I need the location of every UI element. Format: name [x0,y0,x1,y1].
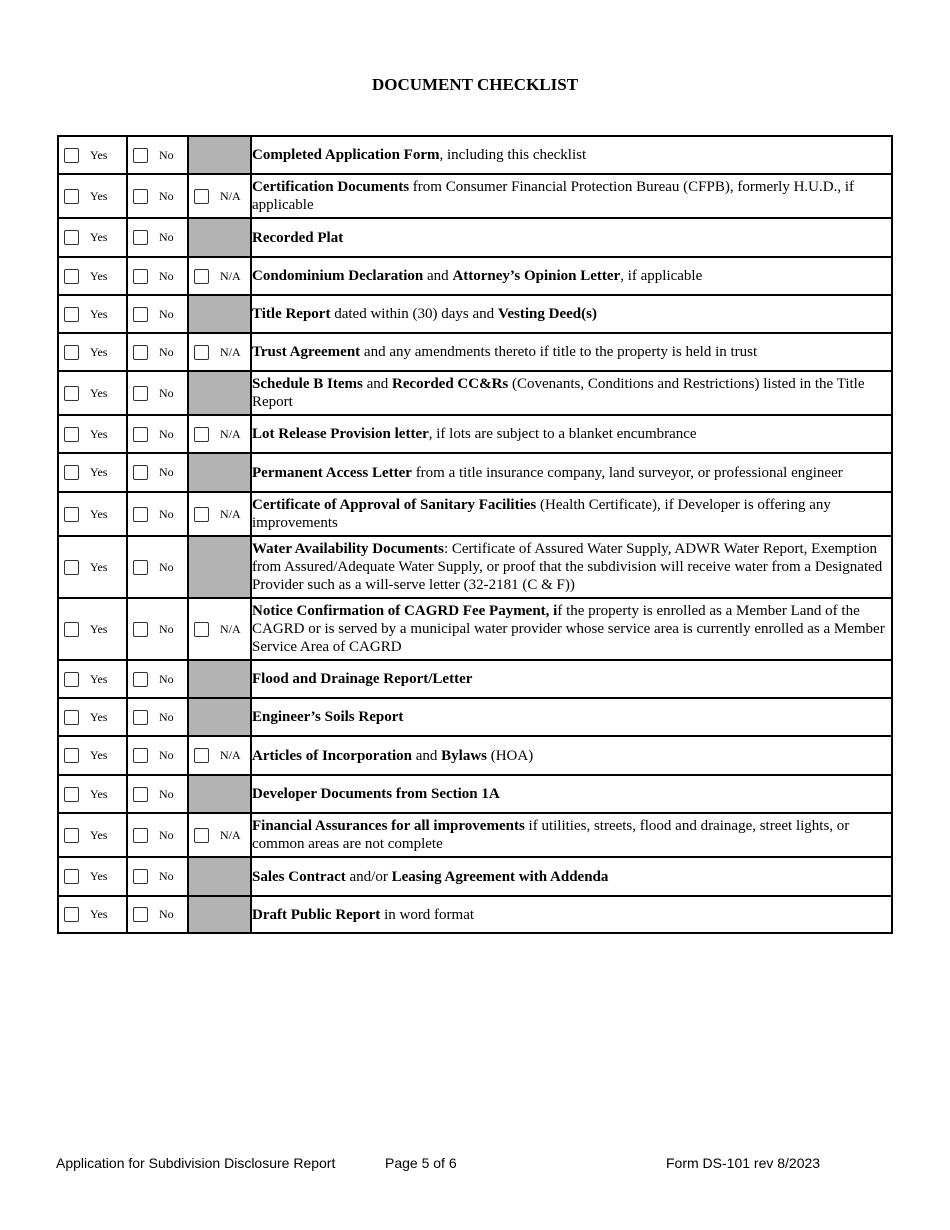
no-checkbox[interactable] [133,672,148,687]
item-description-bold: Water Availability Documents [252,541,444,557]
no-checkbox[interactable] [133,386,148,401]
footer-form-name: Application for Subdivision Disclosure Report [56,1155,336,1171]
na-checkbox[interactable] [194,748,209,763]
na-label: N/A [220,621,241,636]
no-cell [127,492,188,536]
na-unavailable-cell [188,857,251,896]
yes-cell [58,813,127,857]
yes-checkbox[interactable] [64,787,79,802]
na-label: N/A [220,268,241,283]
yes-label: Yes [90,230,108,244]
checklist-row [58,492,892,536]
yes-option[interactable] [59,560,126,575]
yes-label: Yes [90,907,108,921]
item-description-bold: Permanent Access Letter [252,464,412,481]
no-label: No [159,869,174,883]
na-option[interactable] [189,345,250,360]
na-unavailable-cell [188,660,251,698]
item-description-text: dated within (30) days and [330,306,498,322]
no-checkbox[interactable] [133,507,148,522]
yes-option[interactable] [59,465,126,480]
na-checkbox[interactable] [194,189,209,204]
na-unavailable-cell [188,218,251,257]
yes-label: Yes [90,465,108,479]
na-checkbox[interactable] [194,828,209,843]
no-label: No [159,268,174,283]
item-description-bold: Recorded CC&Rs [392,376,509,392]
checklist-row [58,813,892,857]
na-option[interactable] [189,748,250,763]
yes-checkbox[interactable] [64,386,79,401]
checklist-row [58,257,892,295]
no-cell [127,136,188,174]
checklist-row [58,136,892,174]
no-checkbox[interactable] [133,748,148,763]
yes-label: Yes [90,748,108,762]
item-description-text: from Consumer Financial Protection Bureau (CFPB), formerly H.U.D., if applicable [252,179,854,213]
no-cell [127,813,188,857]
checklist-row [58,775,892,813]
item-description-bold: Certification Documents [252,179,410,195]
na-option[interactable] [189,269,250,284]
no-option[interactable] [128,269,187,284]
item-description-bold: Attorney’s Opinion Letter [452,268,621,284]
item-description-bold: Trust Agreement [252,344,361,360]
yes-label: Yes [90,268,108,283]
no-checkbox[interactable] [133,465,148,480]
item-description [251,295,892,333]
item-description-bold: Title Report [252,306,331,322]
yes-cell [58,218,127,257]
na-cell [188,598,251,660]
yes-cell [58,775,127,813]
item-description-bold: Bylaws [441,747,487,764]
na-cell [188,333,251,371]
item-description [251,857,892,896]
checklist-row [58,333,892,371]
no-cell [127,896,188,933]
item-description-text: (Covenants, Conditions and Restrictions) listed in the Title Report [252,376,865,410]
checklist-row [58,415,892,453]
no-label: No [159,827,174,842]
item-description-bold: Notice Confirmation of CAGRD Fee Payment, i [252,603,558,619]
item-description [251,453,892,492]
yes-cell [58,415,127,453]
no-cell [127,698,188,736]
checklist-row [58,896,892,933]
na-unavailable-cell [188,295,251,333]
no-option[interactable] [128,710,187,725]
no-checkbox[interactable] [133,427,148,442]
na-checkbox[interactable] [194,269,209,284]
checklist-row [58,660,892,698]
no-cell [127,257,188,295]
no-cell [127,453,188,492]
checklist-row [58,698,892,736]
no-checkbox[interactable] [133,269,148,284]
yes-cell [58,536,127,598]
no-cell [127,857,188,896]
item-description-text: , if applicable [620,268,703,284]
yes-option[interactable] [59,748,126,763]
no-label: No [159,786,174,801]
yes-option[interactable] [59,307,126,322]
na-label: N/A [220,426,241,441]
item-description [251,492,892,536]
na-checkbox[interactable] [194,507,209,522]
yes-cell [58,492,127,536]
item-description-bold: Financial Assurances for all improvements [252,818,525,834]
yes-checkbox[interactable] [64,230,79,245]
item-description [251,136,892,174]
item-description-text: , including this checklist [439,147,587,163]
yes-checkbox[interactable] [64,622,79,637]
checklist-row [58,174,892,218]
yes-cell [58,857,127,896]
no-checkbox[interactable] [133,907,148,922]
na-cell [188,813,251,857]
no-label: No [159,748,174,762]
yes-label: Yes [90,827,108,842]
no-label: No [159,621,174,636]
yes-label: Yes [90,506,108,521]
na-unavailable-cell [188,453,251,492]
item-description-text: (HOA) [486,747,534,764]
yes-cell [58,257,127,295]
no-cell [127,218,188,257]
na-unavailable-cell [188,371,251,415]
no-cell [127,536,188,598]
no-label: No [159,188,174,203]
no-checkbox[interactable] [133,307,148,322]
item-description-text: , if lots are subject to a blanket encumbrance [428,426,697,442]
no-label: No [159,230,174,244]
no-option[interactable] [128,427,187,442]
na-checkbox[interactable] [194,345,209,360]
na-label: N/A [220,344,241,359]
no-option[interactable] [128,465,187,480]
item-description-bold: Condominium Declaration [252,268,424,284]
yes-checkbox[interactable] [64,148,79,163]
no-label: No [159,426,174,441]
item-description-bold: Draft Public Report [252,906,381,923]
yes-checkbox[interactable] [64,189,79,204]
no-option[interactable] [128,189,187,204]
no-label: No [159,907,174,921]
item-description [251,736,892,775]
yes-checkbox[interactable] [64,345,79,360]
item-description-text: from a title insurance company, land surveyor, or professional engineer [411,464,843,481]
na-cell [188,736,251,775]
yes-cell [58,598,127,660]
no-checkbox[interactable] [133,869,148,884]
yes-option[interactable] [59,869,126,884]
no-option[interactable] [128,230,187,245]
item-description [251,536,892,598]
item-description-bold: Leasing Agreement with Addenda [391,868,609,885]
na-unavailable-cell [188,698,251,736]
no-option[interactable] [128,828,187,843]
page-title: DOCUMENT CHECKLIST [371,75,579,94]
yes-option[interactable] [59,386,126,401]
no-option[interactable] [128,345,187,360]
na-label: N/A [220,506,241,521]
yes-checkbox[interactable] [64,465,79,480]
na-option[interactable] [189,507,250,522]
item-description [251,415,892,453]
checklist-row [58,295,892,333]
na-unavailable-cell [188,896,251,933]
yes-option[interactable] [59,787,126,802]
no-label: No [159,344,174,359]
no-cell [127,660,188,698]
yes-label: Yes [90,344,108,359]
yes-option[interactable] [59,622,126,637]
item-description-text: and [362,376,393,392]
no-checkbox[interactable] [133,622,148,637]
no-label: No [159,385,174,400]
item-description-text: and any amendments thereto if title to the property is held in trust [360,344,758,360]
yes-label: Yes [90,786,108,801]
yes-checkbox[interactable] [64,427,79,442]
na-checkbox[interactable] [194,622,209,637]
no-cell [127,174,188,218]
item-description-bold: Lot Release Provision letter [252,426,429,442]
yes-cell [58,295,127,333]
yes-option[interactable] [59,672,126,687]
na-cell [188,174,251,218]
yes-checkbox[interactable] [64,269,79,284]
item-description-bold: Sales Contract [252,868,346,885]
yes-cell [58,174,127,218]
no-label: No [159,465,174,479]
no-cell [127,775,188,813]
yes-checkbox[interactable] [64,307,79,322]
checklist-row [58,857,892,896]
na-option[interactable] [189,828,250,843]
item-description-bold: Recorded Plat [252,229,344,246]
item-description-text: and [411,747,442,764]
no-checkbox[interactable] [133,189,148,204]
item-description-bold: Engineer’s Soils Report [252,709,404,725]
checklist-row [58,598,892,660]
no-cell [127,736,188,775]
item-description [251,775,892,813]
checklist-row [58,736,892,775]
na-label: N/A [220,827,241,842]
item-description-text: (Health Certificate), if Developer is offering any improvements [252,497,831,531]
na-option[interactable] [189,189,250,204]
yes-option[interactable] [59,189,126,204]
yes-option[interactable] [59,148,126,163]
yes-label: Yes [90,147,108,162]
item-description-text: and [423,268,453,284]
checklist-row [58,453,892,492]
yes-option[interactable] [59,710,126,725]
no-option[interactable] [128,307,187,322]
no-label: No [159,671,174,686]
no-checkbox[interactable] [133,710,148,725]
na-label: N/A [220,188,241,203]
na-cell [188,492,251,536]
footer-page-number: Page 5 of 6 [385,1155,457,1171]
yes-checkbox[interactable] [64,828,79,843]
no-checkbox[interactable] [133,148,148,163]
na-cell [188,415,251,453]
na-label: N/A [220,748,241,762]
na-option[interactable] [189,622,250,637]
yes-label: Yes [90,188,108,203]
yes-cell [58,333,127,371]
na-unavailable-cell [188,775,251,813]
item-description [251,257,892,295]
document-checklist-table [57,135,893,934]
yes-cell [58,371,127,415]
item-description-bold: Vesting Deed(s) [497,306,597,322]
no-label: No [159,559,174,574]
yes-checkbox[interactable] [64,748,79,763]
yes-checkbox[interactable] [64,907,79,922]
no-cell [127,598,188,660]
item-description-text: in word format [380,906,475,923]
yes-label: Yes [90,385,108,400]
na-option[interactable] [189,427,250,442]
item-description-text: and/or [345,868,392,885]
yes-option[interactable] [59,427,126,442]
yes-label: Yes [90,709,108,724]
na-checkbox[interactable] [194,427,209,442]
na-unavailable-cell [188,536,251,598]
no-cell [127,295,188,333]
no-label: No [159,506,174,521]
item-description [251,218,892,257]
item-description [251,333,892,371]
yes-label: Yes [90,559,108,574]
yes-option[interactable] [59,507,126,522]
na-unavailable-cell [188,136,251,174]
yes-cell [58,896,127,933]
no-checkbox[interactable] [133,787,148,802]
no-cell [127,371,188,415]
yes-cell [58,660,127,698]
footer-form-revision: Form DS-101 rev 8/2023 [666,1155,821,1171]
yes-cell [58,698,127,736]
no-option[interactable] [128,507,187,522]
yes-checkbox[interactable] [64,507,79,522]
item-description-text: if utilities, streets, flood and drainage, street lights, or common areas are not complete [252,818,850,852]
na-cell [188,257,251,295]
item-description [251,813,892,857]
checklist-row [58,371,892,415]
no-option[interactable] [128,386,187,401]
yes-option[interactable] [59,828,126,843]
checklist-row [58,218,892,257]
yes-label: Yes [90,869,108,883]
item-description [251,174,892,218]
item-description-text: f the property is enrolled as a Member Land of the CAGRD or is served by a municipal water provider whose service area is currently enrolled as a Member Service Area of CAGRD [252,603,885,655]
yes-label: Yes [90,621,108,636]
yes-cell [58,736,127,775]
yes-option[interactable] [59,269,126,284]
item-description [251,598,892,660]
no-label: No [159,306,174,321]
no-cell [127,415,188,453]
item-description-bold: Completed Application Form [252,147,440,163]
no-option[interactable] [128,748,187,763]
no-option[interactable] [128,787,187,802]
no-label: No [159,709,174,724]
no-checkbox[interactable] [133,230,148,245]
no-cell [127,333,188,371]
checklist-row [58,536,892,598]
no-checkbox[interactable] [133,345,148,360]
yes-checkbox[interactable] [64,672,79,687]
item-description-bold: Certificate of Approval of Sanitary Facilities [252,497,537,513]
yes-checkbox[interactable] [64,710,79,725]
yes-option[interactable] [59,907,126,922]
no-option[interactable] [128,869,187,884]
no-option[interactable] [128,622,187,637]
yes-label: Yes [90,671,108,686]
item-description [251,896,892,933]
yes-checkbox[interactable] [64,560,79,575]
yes-cell [58,453,127,492]
yes-label: Yes [90,426,108,441]
yes-option[interactable] [59,230,126,245]
no-option[interactable] [128,672,187,687]
item-description [251,371,892,415]
no-checkbox[interactable] [133,560,148,575]
yes-checkbox[interactable] [64,869,79,884]
no-option[interactable] [128,907,187,922]
item-description-bold: Developer Documents from Section 1A [252,786,500,802]
no-option[interactable] [128,148,187,163]
item-description-bold: Articles of Incorporation [252,747,412,764]
no-label: No [159,147,174,162]
item-description [251,660,892,698]
no-checkbox[interactable] [133,828,148,843]
yes-label: Yes [90,306,108,321]
item-description-bold: Flood and Drainage Report/Letter [252,671,473,687]
item-description [251,698,892,736]
yes-option[interactable] [59,345,126,360]
item-description-text: : Certificate of Assured Water Supply, ADWR Water Report, Exemption from Assured/Adequate Water Supply, or proof that the subdivision will receive water from a Designated Provider such as a will-serve letter (32-2181 (C & F)) [252,541,883,593]
item-description-bold: Schedule B Items [252,376,363,392]
yes-cell [58,136,127,174]
no-option[interactable] [128,560,187,575]
